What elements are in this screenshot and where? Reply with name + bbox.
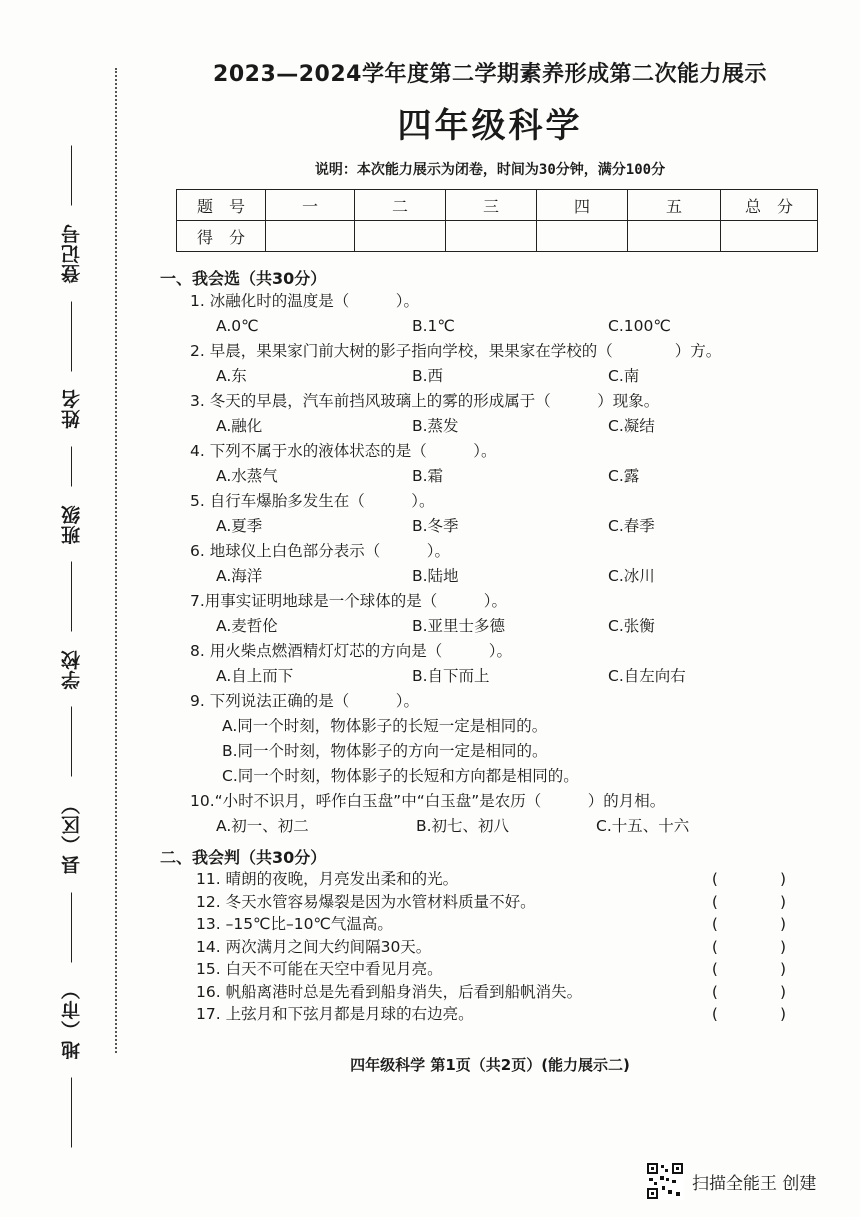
q6-option-c: C.冰川 xyxy=(608,567,655,585)
q3-option-a: A.融化 xyxy=(216,417,263,435)
answer-blank[interactable]: ( ) xyxy=(711,892,786,911)
judge-item xyxy=(196,891,786,914)
judge-statement: 11. 晴朗的夜晚，月亮发出柔和的光。 xyxy=(196,870,459,888)
subject-title: 四年级科学 xyxy=(397,106,583,146)
exam-title: 2023—2024学年度第二学期素养形成第二次能力展示 xyxy=(213,62,767,87)
binding-strip xyxy=(0,0,130,1217)
q1-options xyxy=(216,314,820,339)
score-cell-4[interactable] xyxy=(537,221,628,252)
question-1: 1. 冰融化时的温度是（ ）。 xyxy=(190,292,419,310)
q6-option-a: A.海洋 xyxy=(216,567,263,585)
q2-option-b: B.西 xyxy=(412,367,444,385)
answer-blank[interactable]: ( ) xyxy=(711,1005,786,1023)
field-county: 县（区） xyxy=(61,794,83,875)
exam-note: 说明：本次能力展示为闭卷，时间为30分钟，满分100分 xyxy=(314,162,666,178)
q3-option-b: B.蒸发 xyxy=(412,417,459,435)
judge-item xyxy=(196,1003,786,1026)
q1-option-a: A.0℃ xyxy=(216,317,259,335)
q2-options xyxy=(216,364,820,389)
question-3: 3. 冬天的早晨，汽车前挡风玻璃上的雾的形成属于（ ）现象。 xyxy=(190,392,660,410)
q2-option-c: C.南 xyxy=(608,367,640,385)
q10-options xyxy=(216,814,820,839)
q5-option-a: A.夏季 xyxy=(216,517,263,535)
section2-title: 二、我会判（共30分） xyxy=(160,848,327,867)
judge-item xyxy=(196,981,786,1004)
exam-page xyxy=(160,55,820,1075)
q8-options xyxy=(216,664,820,689)
judge-item xyxy=(196,958,786,981)
judge-statement: 15. 白天不可能在天空中看见月亮。 xyxy=(196,960,443,978)
q1-option-b: B.1℃ xyxy=(412,317,455,335)
binding-fields xyxy=(58,140,85,1154)
judge-statement: 12. 冬天水管容易爆裂是因为水管材料质量不好。 xyxy=(196,892,536,911)
judge-statement: 16. 帆船离港时总是先看到船身消失，后看到船帆消失。 xyxy=(196,982,583,1001)
q3-options xyxy=(216,414,820,439)
field-class: 班级 xyxy=(61,504,83,545)
score-header-2: 二 xyxy=(355,190,446,221)
answer-blank[interactable]: ( ) xyxy=(711,960,786,978)
q4-option-b: B.霜 xyxy=(412,467,444,485)
q10-option-c: C.十五、十六 xyxy=(596,817,690,835)
q5-options xyxy=(216,514,820,539)
judge-item xyxy=(196,936,786,959)
question-7: 7.用事实证明地球是一个球体的是（ ）。 xyxy=(190,592,508,610)
score-cell-2[interactable] xyxy=(355,221,446,252)
q9-option-b: B.同一个时刻，物体影子的方向一定是相同的。 xyxy=(222,742,548,760)
judge-list xyxy=(160,868,820,1026)
judge-statement: 17. 上弦月和下弦月都是月球的右边亮。 xyxy=(196,1005,474,1023)
judge-statement: 13. –15℃比–10℃气温高。 xyxy=(196,915,393,933)
q5-option-b: B.冬季 xyxy=(412,517,459,535)
q9-option-c: C.同一个时刻，物体影子的长短和方向都是相同的。 xyxy=(222,767,579,785)
q5-option-c: C.春季 xyxy=(608,517,655,535)
field-name: 姓名 xyxy=(61,388,83,429)
score-header-5: 五 xyxy=(628,190,721,221)
q7-option-c: C.张衡 xyxy=(608,617,655,635)
scanner-watermark xyxy=(646,1162,816,1200)
answer-blank[interactable]: ( ) xyxy=(711,915,786,933)
score-row-label: 得 分 xyxy=(177,221,266,252)
q7-option-a: A.麦哲伦 xyxy=(216,617,278,635)
question-5: 5. 自行车爆胎多发生在（ ）。 xyxy=(190,492,435,510)
field-city: 地（市） xyxy=(61,979,83,1060)
q7-options xyxy=(216,614,820,639)
score-table xyxy=(176,189,818,252)
mcq-list xyxy=(160,289,820,689)
score-cell-3[interactable] xyxy=(446,221,537,252)
field-reg-no: 登记号 xyxy=(61,223,83,284)
q4-option-a: A.水蒸气 xyxy=(216,467,278,485)
question-4: 4. 下列不属于水的液体状态的是（ ）。 xyxy=(190,442,497,460)
q10-option-b: B.初七、初八 xyxy=(416,817,510,835)
q6-option-b: B.陆地 xyxy=(412,567,459,585)
question-8: 8. 用火柴点燃酒精灯灯芯的方向是（ ）。 xyxy=(190,642,512,660)
judge-item xyxy=(196,913,786,936)
score-header-1: 一 xyxy=(266,190,355,221)
score-header-label: 题 号 xyxy=(177,190,266,221)
score-cell-total[interactable] xyxy=(721,221,818,252)
section1-title: 一、我会选（共30分） xyxy=(160,269,327,288)
judge-statement: 14. 两次满月之间大约间隔30天。 xyxy=(196,937,432,956)
qr-code-icon xyxy=(646,1162,684,1200)
q10-option-a: A.初一、初二 xyxy=(216,817,309,835)
score-header-3: 三 xyxy=(446,190,537,221)
answer-blank[interactable]: ( ) xyxy=(711,937,786,956)
question-2: 2. 早晨，果果家门前大树的影子指向学校，果果家在学校的（ ）方。 xyxy=(190,342,722,360)
q3-option-c: C.凝结 xyxy=(608,417,655,435)
q8-option-c: C.自左向右 xyxy=(608,667,686,685)
score-header-total: 总 分 xyxy=(721,190,818,221)
q2-option-a: A.东 xyxy=(216,367,247,385)
score-header-4: 四 xyxy=(537,190,628,221)
judge-item xyxy=(196,868,786,891)
q7-option-b: B.亚里士多德 xyxy=(412,617,506,635)
question-9: 9. 下列说法正确的是（ ）。 xyxy=(190,692,419,710)
q8-option-a: A.自上而下 xyxy=(216,667,294,685)
score-cell-5[interactable] xyxy=(628,221,721,252)
field-school: 学校 xyxy=(61,649,83,690)
q1-option-c: C.100℃ xyxy=(608,317,671,335)
answer-blank[interactable]: ( ) xyxy=(711,870,786,888)
q4-option-c: C.露 xyxy=(608,467,640,485)
score-cell-1[interactable] xyxy=(266,221,355,252)
q6-options xyxy=(216,564,820,589)
q9-option-a: A.同一个时刻，物体影子的长短一定是相同的。 xyxy=(222,717,548,735)
scanner-text: 扫描全能王 创建 xyxy=(692,1173,817,1194)
question-10: 10.“小时不识月，呼作白玉盘”中“白玉盘”是农历（ ）的月相。 xyxy=(190,792,666,810)
q8-option-b: B.自下而上 xyxy=(412,667,490,685)
q4-options xyxy=(216,464,820,489)
seal-line xyxy=(115,68,117,1053)
question-6: 6. 地球仪上白色部分表示（ ）。 xyxy=(190,542,450,560)
page-footer: 四年级科学 第1页（共2页）(能力展示二) xyxy=(350,1055,630,1074)
answer-blank[interactable]: ( ) xyxy=(711,982,786,1001)
